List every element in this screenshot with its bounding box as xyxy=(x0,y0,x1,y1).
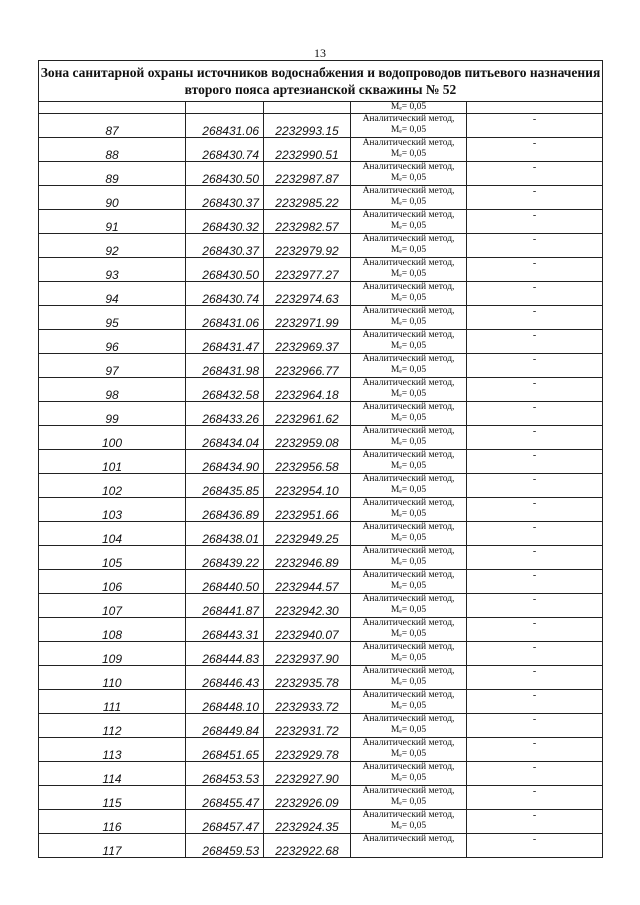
cell-point-number: 95 xyxy=(39,306,186,330)
table-row xyxy=(39,354,603,378)
cell-method: Аналитический метод, Мₑ= 0,05 xyxy=(351,282,467,306)
cell-error: - xyxy=(467,522,603,546)
cell-y-coordinate: 2232922.68 xyxy=(264,834,351,858)
table-row xyxy=(39,762,603,786)
table-row xyxy=(39,570,603,594)
cell-point-number: 98 xyxy=(39,378,186,402)
cell-point-number: 117 xyxy=(39,834,186,858)
table-title-row xyxy=(39,61,603,102)
cell-error: - xyxy=(467,474,603,498)
cell-number xyxy=(39,102,186,114)
cell-point-number: 107 xyxy=(39,594,186,618)
cell-method: Аналитический метод, Мₑ= 0,05 xyxy=(351,762,467,786)
cell-error: - xyxy=(467,594,603,618)
cell-error: - xyxy=(467,186,603,210)
table-row xyxy=(39,330,603,354)
cell-y-coordinate: 2232937.90 xyxy=(264,642,351,666)
table-row xyxy=(39,282,603,306)
cell-method: Аналитический метод, Мₑ= 0,05 xyxy=(351,738,467,762)
cell-point-number: 97 xyxy=(39,354,186,378)
cell-y-coordinate: 2232931.72 xyxy=(264,714,351,738)
cell-error: - xyxy=(467,402,603,426)
cell-y-coordinate: 2232949.25 xyxy=(264,522,351,546)
cell-x-coordinate: 268436.89 xyxy=(186,498,264,522)
cell-x-coordinate: 268440.50 xyxy=(186,570,264,594)
cell-error: - xyxy=(467,570,603,594)
cell-method: Аналитический метод, Мₑ= 0,05 xyxy=(351,714,467,738)
cell-x-coordinate: 268431.06 xyxy=(186,306,264,330)
cell-method: Аналитический метод, Мₑ= 0,05 xyxy=(351,498,467,522)
cell-point-number: 90 xyxy=(39,186,186,210)
cell-method: Аналитический метод, Мₑ= 0,05 xyxy=(351,474,467,498)
cell-error: - xyxy=(467,426,603,450)
cell-point-number: 111 xyxy=(39,690,186,714)
cell-x-coordinate: 268430.50 xyxy=(186,162,264,186)
cell-error: - xyxy=(467,714,603,738)
table-row xyxy=(39,642,603,666)
cell-x-coordinate: 268430.32 xyxy=(186,210,264,234)
cell-point-number: 92 xyxy=(39,234,186,258)
cell-error: - xyxy=(467,210,603,234)
cell-x-coordinate: 268438.01 xyxy=(186,522,264,546)
table-row xyxy=(39,618,603,642)
cell-method: Аналитический метод, Мₑ= 0,05 xyxy=(351,618,467,642)
cell-x-coordinate: 268431.06 xyxy=(186,114,264,138)
cell-x-coordinate: 268448.10 xyxy=(186,690,264,714)
cell-x-coordinate: 268432.58 xyxy=(186,378,264,402)
cell-point-number: 112 xyxy=(39,714,186,738)
table-row-continuation xyxy=(39,102,603,114)
cell-y-coordinate: 2232929.78 xyxy=(264,738,351,762)
cell-y-coordinate: 2232964.18 xyxy=(264,378,351,402)
page-number: 13 xyxy=(314,46,326,60)
table-row xyxy=(39,306,603,330)
cell-y-coordinate: 2232993.15 xyxy=(264,114,351,138)
cell-x-coordinate: 268449.84 xyxy=(186,714,264,738)
cell-method: Аналитический метод, Мₑ= 0,05 xyxy=(351,330,467,354)
cell-error: - xyxy=(467,762,603,786)
cell-point-number: 108 xyxy=(39,618,186,642)
cell-method: Аналитический метод, Мₑ= 0,05 xyxy=(351,666,467,690)
cell-point-number: 106 xyxy=(39,570,186,594)
cell-method: Аналитический метод, Мₑ= 0,05 xyxy=(351,594,467,618)
cell-method: Аналитический метод, Мₑ= 0,05 xyxy=(351,306,467,330)
cell-y-coordinate: 2232933.72 xyxy=(264,690,351,714)
table-row xyxy=(39,210,603,234)
cell-error: - xyxy=(467,618,603,642)
cell-method: Аналитический метод, Мₑ= 0,05 xyxy=(351,210,467,234)
cell-y-coordinate: 2232959.08 xyxy=(264,426,351,450)
cell-point-number: 91 xyxy=(39,210,186,234)
cell-error: - xyxy=(467,306,603,330)
cell-method: Аналитический метод, Мₑ= 0,05 xyxy=(351,378,467,402)
cell-x-coordinate: 268430.37 xyxy=(186,234,264,258)
cell-x-coordinate: 268457.47 xyxy=(186,810,264,834)
cell-error: - xyxy=(467,138,603,162)
cell-y-coordinate: 2232987.87 xyxy=(264,162,351,186)
cell-y-coordinate: 2232956.58 xyxy=(264,450,351,474)
cell-y-coordinate: 2232944.57 xyxy=(264,570,351,594)
cell-method: Аналитический метод, Мₑ= 0,05 xyxy=(351,810,467,834)
cell-x-coordinate: 268435.85 xyxy=(186,474,264,498)
cell-y-coordinate: 2232946.89 xyxy=(264,546,351,570)
cell-x-coordinate: 268434.04 xyxy=(186,426,264,450)
cell-point-number: 96 xyxy=(39,330,186,354)
cell-method: Аналитический метод, xyxy=(351,834,467,858)
cell-y-coordinate: 2232966.77 xyxy=(264,354,351,378)
cell-point-number: 105 xyxy=(39,546,186,570)
cell-x xyxy=(186,102,264,114)
cell-point-number: 115 xyxy=(39,786,186,810)
cell-x-coordinate: 268434.90 xyxy=(186,450,264,474)
cell-y-coordinate: 2232977.27 xyxy=(264,258,351,282)
cell-method: Аналитический метод, Мₑ= 0,05 xyxy=(351,426,467,450)
table-row xyxy=(39,522,603,546)
table-row xyxy=(39,162,603,186)
cell-y-coordinate: 2232971.99 xyxy=(264,306,351,330)
cell-x-coordinate: 268430.50 xyxy=(186,258,264,282)
cell-y-coordinate: 2232985.22 xyxy=(264,186,351,210)
cell-method: Аналитический метод, Мₑ= 0,05 xyxy=(351,138,467,162)
table-row xyxy=(39,186,603,210)
cell-x-coordinate: 268453.53 xyxy=(186,762,264,786)
cell-y-coordinate: 2232927.90 xyxy=(264,762,351,786)
cell-error: - xyxy=(467,810,603,834)
cell-method: Аналитический метод, Мₑ= 0,05 xyxy=(351,546,467,570)
cell-point-number: 109 xyxy=(39,642,186,666)
cell-error: - xyxy=(467,162,603,186)
cell-error: - xyxy=(467,234,603,258)
cell-point-number: 110 xyxy=(39,666,186,690)
cell-x-coordinate: 268443.31 xyxy=(186,618,264,642)
table-row xyxy=(39,474,603,498)
cell-y-coordinate: 2232961.62 xyxy=(264,402,351,426)
table-row xyxy=(39,714,603,738)
cell-error: - xyxy=(467,498,603,522)
cell-x-coordinate: 268451.65 xyxy=(186,738,264,762)
cell-point-number: 94 xyxy=(39,282,186,306)
cell-x-coordinate: 268444.83 xyxy=(186,642,264,666)
cell-x-coordinate: 268446.43 xyxy=(186,666,264,690)
cell-y-coordinate: 2232982.57 xyxy=(264,210,351,234)
cell-error: - xyxy=(467,834,603,858)
coordinates-table xyxy=(38,60,603,858)
cell-point-number: 100 xyxy=(39,426,186,450)
table-row xyxy=(39,378,603,402)
cell-point-number: 101 xyxy=(39,450,186,474)
cell-y-coordinate: 2232954.10 xyxy=(264,474,351,498)
cell-x-coordinate: 268439.22 xyxy=(186,546,264,570)
table-row xyxy=(39,810,603,834)
table-row xyxy=(39,258,603,282)
cell-method: Аналитический метод, Мₑ= 0,05 xyxy=(351,690,467,714)
cell-error: - xyxy=(467,690,603,714)
table-row xyxy=(39,234,603,258)
cell-y-coordinate: 2232979.92 xyxy=(264,234,351,258)
cell-method: Аналитический метод, Мₑ= 0,05 xyxy=(351,450,467,474)
cell-error: - xyxy=(467,642,603,666)
cell-point-number: 87 xyxy=(39,114,186,138)
cell-error: - xyxy=(467,330,603,354)
cell-method: Аналитический метод, Мₑ= 0,05 xyxy=(351,522,467,546)
cell-method: Аналитический метод, Мₑ= 0,05 xyxy=(351,162,467,186)
cell-x-coordinate: 268455.47 xyxy=(186,786,264,810)
cell-x-coordinate: 268430.74 xyxy=(186,282,264,306)
cell-error: - xyxy=(467,666,603,690)
cell-x-coordinate: 268430.37 xyxy=(186,186,264,210)
cell-point-number: 99 xyxy=(39,402,186,426)
table-row xyxy=(39,690,603,714)
table-row xyxy=(39,450,603,474)
cell-y-coordinate: 2232951.66 xyxy=(264,498,351,522)
title-line-2: второго пояса артезианской скважины № 52 xyxy=(184,82,457,97)
cell-y-coordinate: 2232926.09 xyxy=(264,786,351,810)
cell-point-number: 93 xyxy=(39,258,186,282)
cell-y-coordinate: 2232940.07 xyxy=(264,618,351,642)
cell-method: Аналитический метод, Мₑ= 0,05 xyxy=(351,258,467,282)
cell-y-coordinate: 2232969.37 xyxy=(264,330,351,354)
table-row xyxy=(39,402,603,426)
table-row xyxy=(39,738,603,762)
cell-point-number: 89 xyxy=(39,162,186,186)
cell-error: - xyxy=(467,546,603,570)
cell-point-number: 103 xyxy=(39,498,186,522)
cell-point-number: 102 xyxy=(39,474,186,498)
cell-y-coordinate: 2232942.30 xyxy=(264,594,351,618)
table-title xyxy=(39,61,603,102)
cell-error: - xyxy=(467,354,603,378)
cell-error: - xyxy=(467,114,603,138)
cell-point-number: 114 xyxy=(39,762,186,786)
cell-point-number: 116 xyxy=(39,810,186,834)
cell-error xyxy=(467,102,603,114)
cell-y xyxy=(264,102,351,114)
cell-method: Аналитический метод, Мₑ= 0,05 xyxy=(351,186,467,210)
cell-method: Аналитический метод, Мₑ= 0,05 xyxy=(351,114,467,138)
cell-y-coordinate: 2232974.63 xyxy=(264,282,351,306)
table-row xyxy=(39,138,603,162)
cell-method: Аналитический метод, Мₑ= 0,05 xyxy=(351,570,467,594)
cell-x-coordinate: 268459.53 xyxy=(186,834,264,858)
cell-error: - xyxy=(467,378,603,402)
table-row xyxy=(39,426,603,450)
cell-y-coordinate: 2232924.35 xyxy=(264,810,351,834)
cell-method: Аналитический метод, Мₑ= 0,05 xyxy=(351,642,467,666)
cell-x-coordinate: 268430.74 xyxy=(186,138,264,162)
cell-error: - xyxy=(467,738,603,762)
cell-method: Аналитический метод, Мₑ= 0,05 xyxy=(351,402,467,426)
cell-error: - xyxy=(467,786,603,810)
cell-error: - xyxy=(467,450,603,474)
cell-x-coordinate: 268431.47 xyxy=(186,330,264,354)
cell-x-coordinate: 268431.98 xyxy=(186,354,264,378)
table-row xyxy=(39,666,603,690)
cell-y-coordinate: 2232935.78 xyxy=(264,666,351,690)
table-row xyxy=(39,834,603,858)
table-row xyxy=(39,546,603,570)
cell-method: Аналитический метод, Мₑ= 0,05 xyxy=(351,786,467,810)
cell-method: Мₑ= 0,05 xyxy=(351,102,467,114)
table-row xyxy=(39,594,603,618)
cell-method: Аналитический метод, Мₑ= 0,05 xyxy=(351,354,467,378)
title-line-1: Зона санитарной охраны источников водоснабжения и водопроводов питьевого назначения xyxy=(40,65,601,80)
cell-x-coordinate: 268441.87 xyxy=(186,594,264,618)
table-row xyxy=(39,786,603,810)
cell-error: - xyxy=(467,258,603,282)
table-row xyxy=(39,498,603,522)
cell-point-number: 104 xyxy=(39,522,186,546)
cell-error: - xyxy=(467,282,603,306)
cell-y-coordinate: 2232990.51 xyxy=(264,138,351,162)
cell-method: Аналитический метод, Мₑ= 0,05 xyxy=(351,234,467,258)
cell-point-number: 113 xyxy=(39,738,186,762)
cell-point-number: 88 xyxy=(39,138,186,162)
table-row xyxy=(39,114,603,138)
cell-x-coordinate: 268433.26 xyxy=(186,402,264,426)
